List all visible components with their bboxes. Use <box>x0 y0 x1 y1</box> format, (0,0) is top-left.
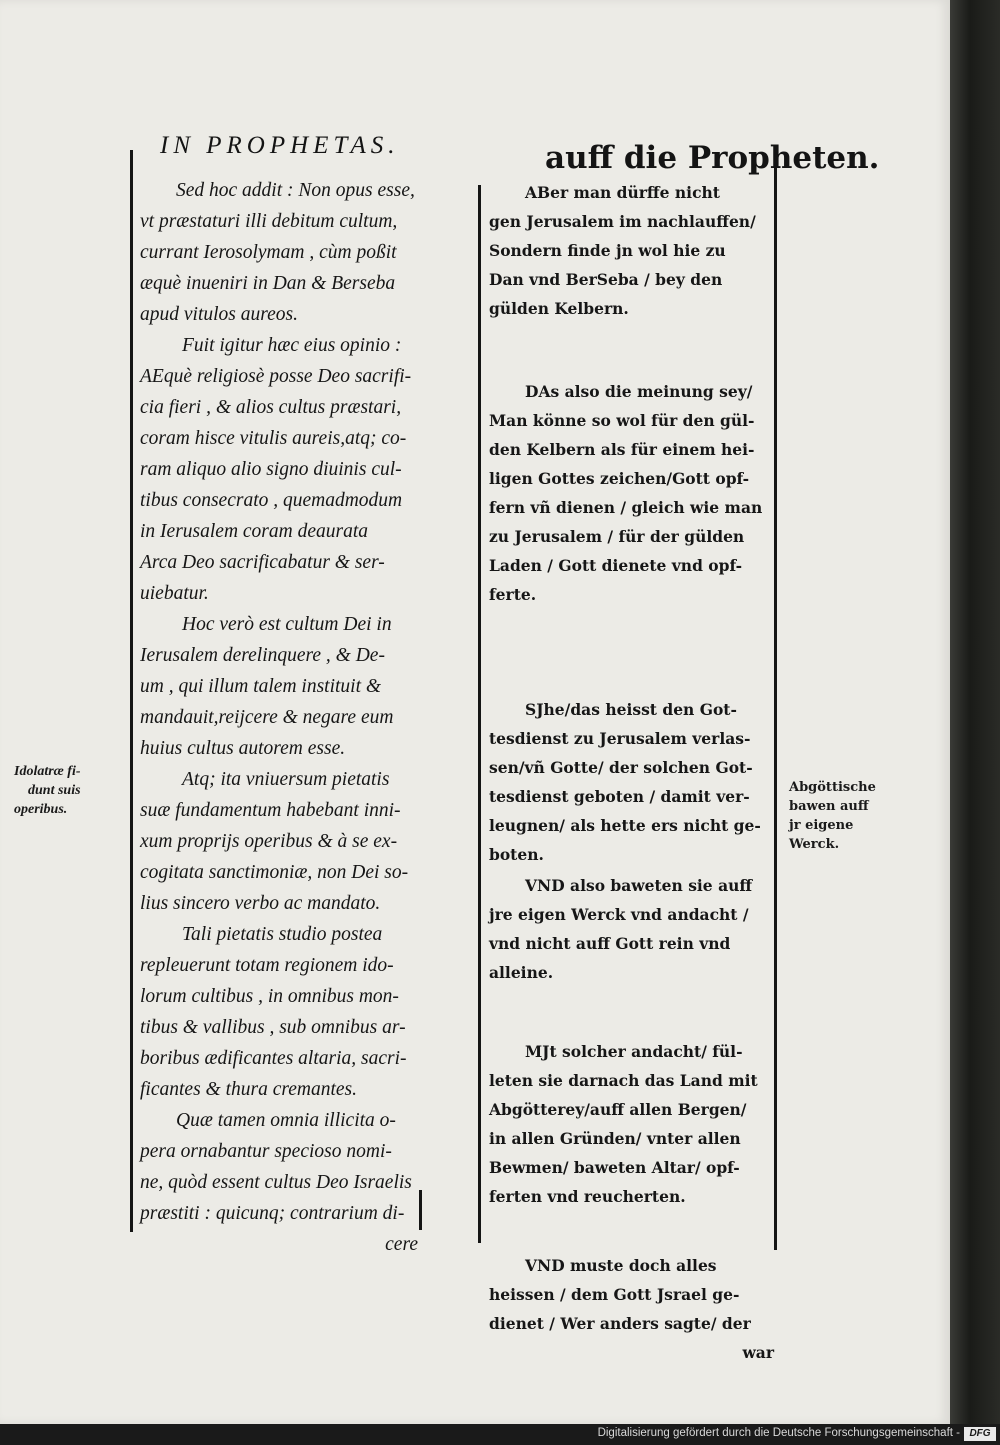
digitization-credit: Digitalisierung gefördert durch die Deutsche Forschungsgemeinschaft - <box>597 1427 960 1439</box>
german-paragraph <box>489 1251 774 1367</box>
german-running-header: auff die Propheten. <box>545 140 880 176</box>
text-line: Laden / Gott dienete vnd opf- <box>489 556 743 575</box>
text-line: mandauit,reijcere & negare eum <box>140 707 394 728</box>
text-line: Fuit igitur hæc eius opinio : <box>182 335 402 356</box>
latin-running-header: IN PROPHETAS. <box>160 132 400 159</box>
text-line: tesdienst zu Jerusalem verlas- <box>489 729 751 748</box>
right-column-rule <box>774 155 777 1250</box>
text-line: ne, quòd essent cultus Deo Israelis <box>140 1172 412 1193</box>
text-line: sen/vñ Gotte/ der solchen Got- <box>489 758 753 777</box>
text-line: cogitata sanctimoniæ, non Dei so- <box>140 862 409 883</box>
catchword: cere <box>385 1234 418 1255</box>
text-line: lorum cultibus , in omnibus mon- <box>140 986 399 1007</box>
text-line: æquè inueniri in Dan & Berseba <box>140 273 396 294</box>
german-paragraph <box>489 1037 774 1211</box>
text-line: Arca Deo sacrificabatur & ser- <box>140 552 385 573</box>
text-line: Dan vnd BerSeba / bey den <box>489 270 723 289</box>
text-line: Sondern finde jn wol hie zu <box>489 241 726 260</box>
catchword: war <box>742 1343 774 1362</box>
german-paragraph <box>489 695 774 869</box>
text-line: tibus consecrato , quemadmodum <box>140 490 403 511</box>
text-line: tesdienst geboten / damit ver- <box>489 787 750 806</box>
latin-text-column <box>140 175 418 1260</box>
text-line: jre eigen Werck vnd andacht / <box>489 905 749 924</box>
text-line: leugnen/ als hette ers nicht ge- <box>489 816 761 835</box>
margin-note-line: Idolatræ fi- <box>14 764 81 779</box>
text-line: xum proprijs operibus & à se ex- <box>140 831 398 852</box>
text-line: Bewmen/ baweten Altar/ opf- <box>489 1158 740 1177</box>
digitization-footer <box>0 1424 1000 1445</box>
text-line: ligen Gottes zeichen/Gott opf- <box>489 469 750 488</box>
text-line: AEquè religiosè posse Deo sacrifi- <box>140 366 412 387</box>
text-line: boten. <box>489 845 544 864</box>
dfg-logo: DFG <box>964 1427 996 1441</box>
text-line: pera ornabantur specioso nomi- <box>140 1141 392 1162</box>
text-line: gen Jerusalem im nachlauffen/ <box>489 212 756 231</box>
german-paragraph <box>489 377 774 609</box>
margin-note-line: bawen auff <box>789 799 869 814</box>
middle-rule-left <box>419 1190 422 1230</box>
text-line: Tali pietatis studio postea <box>182 924 383 945</box>
text-line: ferte. <box>489 585 537 604</box>
text-line: coram hisce vitulis aureis,atq; co- <box>140 428 407 449</box>
text-line: Abgötterey/auff allen Bergen/ <box>489 1100 747 1119</box>
text-line: VND muste doch alles <box>525 1256 717 1275</box>
text-line: um , qui illum talem instituit & <box>140 676 382 697</box>
text-line: heissen / dem Gott Jsrael ge- <box>489 1285 740 1304</box>
text-line: ficantes & thura cremantes. <box>140 1079 357 1100</box>
margin-note-line: Werck. <box>789 837 840 852</box>
left-column-rule <box>130 150 133 1232</box>
text-line: zu Jerusalem / für der gülden <box>489 527 745 546</box>
text-line: Man könne so wol für den gül- <box>489 411 755 430</box>
text-line: leten sie darnach das Land mit <box>489 1071 758 1090</box>
text-line: DAs also die meinung sey/ <box>525 382 753 401</box>
book-binding-edge <box>950 0 1000 1424</box>
text-line: ferten vnd reucherten. <box>489 1187 686 1206</box>
text-line: in allen Gründen/ vnter allen <box>489 1129 741 1148</box>
text-line: ABer man dürffe nicht <box>525 183 720 202</box>
text-line: boribus ædificantes altaria, sacri- <box>140 1048 407 1069</box>
text-line: tibus & vallibus , sub omnibus ar- <box>140 1017 406 1038</box>
text-line: dienet / Wer anders sagte/ der <box>489 1314 751 1333</box>
text-line: vt præstaturi illi debitum cultum, <box>140 211 398 232</box>
text-line: suæ fundamentum habebant inni- <box>140 800 401 821</box>
middle-column-rule <box>478 185 481 1243</box>
text-line: Hoc verò est cultum Dei in <box>182 614 392 635</box>
margin-note-line: jr eigene <box>789 818 854 833</box>
text-line: den Kelbern als für einem hei- <box>489 440 755 459</box>
german-paragraph <box>489 871 774 987</box>
right-margin-note <box>789 778 876 854</box>
text-line: alleine. <box>489 963 554 982</box>
text-line: uiebatur. <box>140 583 209 604</box>
text-line: gülden Kelbern. <box>489 299 629 318</box>
text-line: VND also baweten sie auff <box>525 876 753 895</box>
text-line: cia fieri , & alios cultus præstari, <box>140 397 402 418</box>
text-line: currant Ierosolymam , cùm poßit <box>140 242 397 263</box>
text-line: repleuerunt totam regionem ido- <box>140 955 394 976</box>
text-line: huius cultus autorem esse. <box>140 738 346 759</box>
text-line: fern vñ dienen / gleich wie man <box>489 498 763 517</box>
text-line: in Ierusalem coram deaurata <box>140 521 369 542</box>
text-line: apud vitulos aureos. <box>140 304 298 325</box>
german-text-column <box>489 178 774 1367</box>
text-line: SJhe/das heisst den Got- <box>525 700 737 719</box>
text-line: vnd nicht auff Gott rein vnd <box>489 934 731 953</box>
text-line: Ierusalem derelinquere , & De- <box>140 645 385 666</box>
text-line: Atq; ita vniuersum pietatis <box>182 769 390 790</box>
text-line: lius sincero verbo ac mandato. <box>140 893 381 914</box>
text-line: Quæ tamen omnia illicita o- <box>176 1110 396 1131</box>
margin-note-line: dunt suis <box>28 783 81 798</box>
text-line: Sed hoc addit : Non opus esse, <box>176 180 415 201</box>
text-line: MJt solcher andacht/ fül- <box>525 1042 743 1061</box>
left-margin-note <box>14 762 81 819</box>
margin-note-line: Abgöttische <box>789 780 876 795</box>
german-paragraph <box>489 178 774 323</box>
margin-note-line: operibus. <box>14 802 68 817</box>
text-line: ram aliquo alio signo diuinis cul- <box>140 459 402 480</box>
text-line: præstiti : quicunq; contrarium di- <box>140 1203 405 1224</box>
